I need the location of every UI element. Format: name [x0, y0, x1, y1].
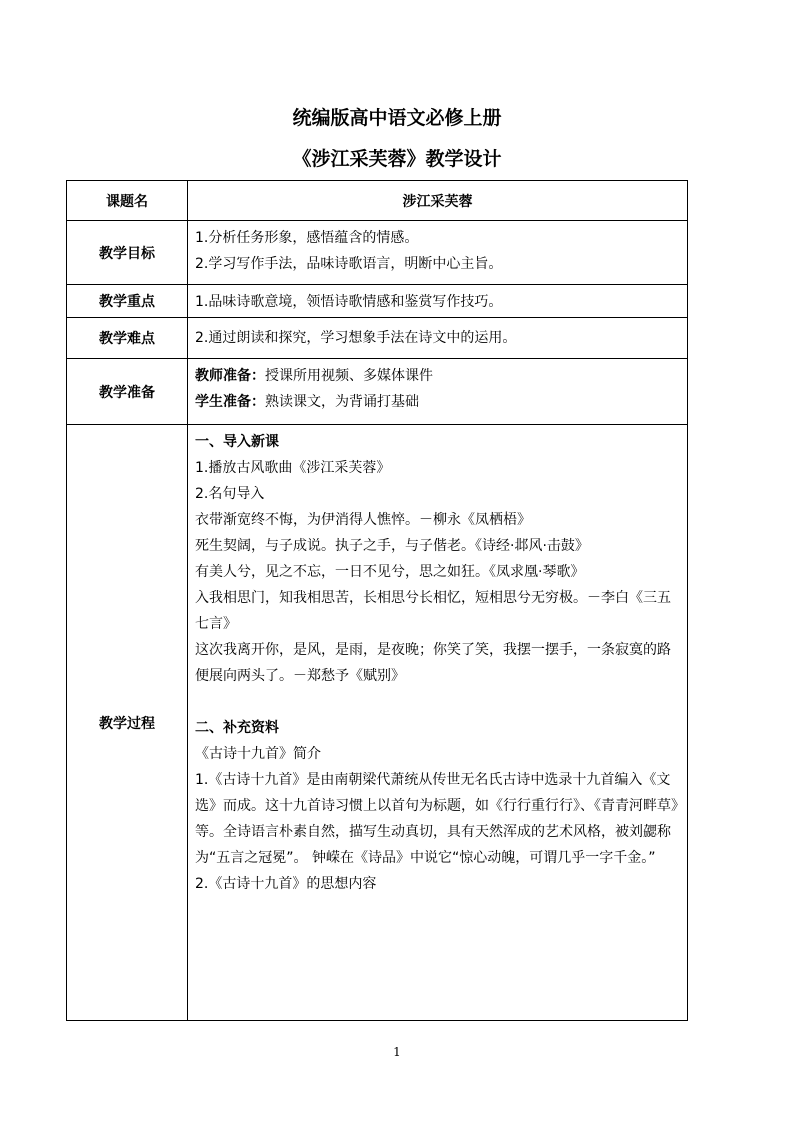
label-difficulties: 教学难点: [67, 318, 188, 359]
section-heading-supplement: 二、补充资料: [195, 720, 279, 736]
difficulties-text: 2.通过朗读和探究，学习想象手法在诗文中的运用。: [195, 330, 517, 346]
goal-item: 1.分析任务形象，感悟蕴含的情感。: [195, 230, 419, 246]
teacher-preparation-text: 授课所用视频、多媒体课件: [265, 368, 433, 384]
key-points-text: 1.品味诗歌意境，领悟诗歌情感和鉴赏写作技巧。: [195, 294, 503, 310]
process-line: 衣带渐宽终不悔，为伊消得人憔悴。－柳永《凤栖梧》: [195, 512, 531, 528]
document-subtitle: 《涉江采芙蓉》教学设计: [292, 148, 502, 170]
document-title: 统编版高中语文必修上册: [292, 107, 502, 129]
label-preparation: 教学准备: [67, 359, 188, 425]
teacher-preparation: [195, 363, 680, 389]
row-process: [67, 425, 688, 1021]
row-preparation: [67, 359, 688, 425]
goal-item: 2.学习写作手法，品味诗歌语言，明断中心主旨。: [195, 256, 503, 272]
row-difficulties: [67, 318, 688, 359]
label-goals: 教学目标: [67, 221, 188, 285]
process-line: 2.名句导入: [195, 486, 265, 502]
difficulties-content: [188, 318, 688, 359]
process-content: [188, 425, 688, 1021]
process-line: 死生契阔，与子成说。执子之手，与子偕老。《诗经·邶风·击鼓》: [195, 538, 589, 554]
key-points-content: [188, 285, 688, 318]
row-key-points: [67, 285, 688, 318]
teacher-preparation-label: 教师准备：: [195, 368, 265, 384]
intro-paragraph: 1.《古诗十九首》是由南朝梁代萧统从传世无名氏古诗中选录十九首编入《文选》而成。这十九首诗习惯上以首句为标题，如《行行重行行》、《青青河畔草》等。全诗语言朴素自然，描写生动真切，具有天然浑成的艺术风格，被刘勰称为“五言之冠冕”。 钟嵘在《诗品》中说它“惊心动魄，可谓几乎一字千金。”: [195, 772, 678, 866]
page-number: 1: [393, 1045, 401, 1059]
lesson-plan-table: [66, 180, 688, 1021]
preparation-content: [188, 359, 688, 425]
intro-title: 《古诗十九首》简介: [195, 746, 321, 762]
label-subject: 课题名: [67, 181, 188, 221]
blank-line: [195, 689, 680, 715]
student-preparation: [195, 389, 680, 415]
student-preparation-text: 熟读课文，为背诵打基础: [265, 394, 419, 410]
quote-libai: 入我相思门，知我相思苦，长相思兮长相忆，短相思兮无穷极。－李白《三五七言》: [195, 590, 671, 632]
process-line: 2.《古诗十九首》的思想内容: [195, 876, 377, 892]
process-line: 有美人兮，见之不忘，一日不见兮，思之如狂。《凤求凰·琴歌》: [195, 564, 585, 580]
row-goals: [67, 221, 688, 285]
section-heading-intro: 一、导入新课: [195, 434, 279, 450]
process-line: 1.播放古风歌曲《涉江采芙蓉》: [195, 460, 391, 476]
subject-value: 涉江采芙蓉: [188, 181, 688, 221]
quote-zheng: 这次我离开你，是风，是雨，是夜晚；你笑了笑，我摆一摆手，一条寂寞的路便展向两头了。－郑愁予《赋别》: [195, 642, 671, 684]
label-process: 教学过程: [67, 425, 188, 1021]
goals-content: [188, 221, 688, 285]
student-preparation-label: 学生准备：: [195, 394, 265, 410]
row-subject: [67, 181, 688, 221]
label-key-points: 教学重点: [67, 285, 188, 318]
